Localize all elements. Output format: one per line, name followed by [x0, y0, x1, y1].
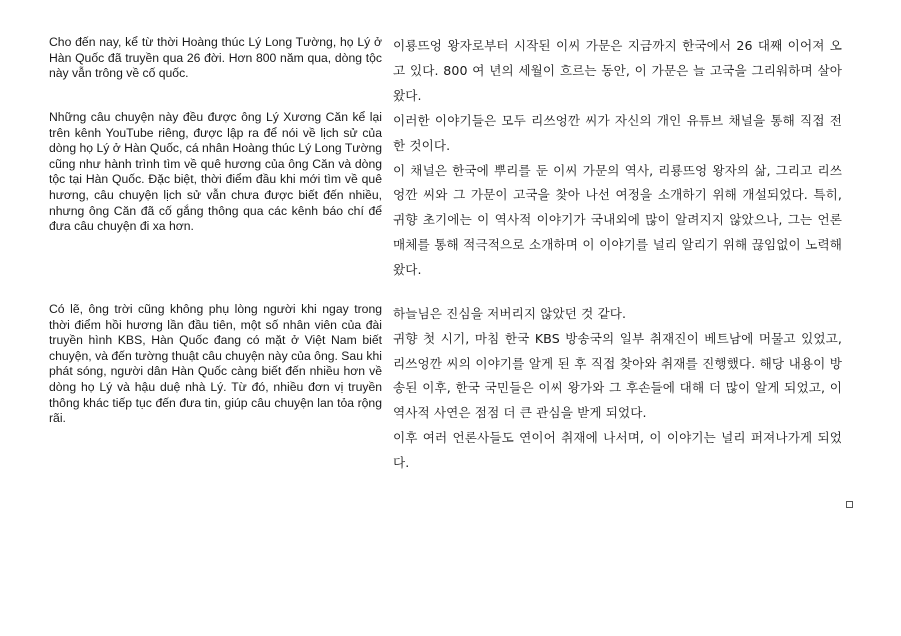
- korean-paragraph-3-2: 귀향 첫 시기, 마침 한국 KBS 방송국의 일부 취재진이 베트남에 머물고 있었고, 리쓰엉깐 씨의 이야기를 알게 된 후 직접 찾아와 취재를 진행했다. 해당 내용이 방송된 이후, 한국 국민들은 이씨 왕가와 그 후손들에 대해 더 많이 알게 되었고, 이 역사적 사연은 점점 더 큰 관심을 받게 되었다.: [393, 330, 842, 421]
- korean-paragraph-3-1: 하늘님은 진심을 저버리지 않았던 것 같다.: [393, 306, 627, 321]
- paragraph-end-mark: [846, 501, 853, 508]
- korean-paragraph-1-1: 이룡뜨엉 왕자로부터 시작된 이씨 가문은 지금까지 한국에서 26 대째 이어져 오고 있다. 800 여 년의 세월이 흐르는 동안, 이 가문은 늘 고국을 그리워하며 살아왔다.: [393, 38, 842, 103]
- korean-block-1: [393, 34, 842, 108]
- korean-paragraph-2-2: 이 채널은 한국에 뿌리를 둔 이씨 가문의 역사, 리룡뜨엉 왕자의 삶, 그리고 리쓰엉깐 씨와 그 가문이 고국을 찾아 나선 여정을 소개하기 위해 개설되었다. 특히, 귀향 초기에는 이 역사적 이야기가 국내외에 많이 알려지지 않았으나, 그는 언론 매체를 통해 적극적으로 소개하며 이 이야기를 널리 알리기 위해 끊임없이 노력해 왔다.: [393, 162, 842, 277]
- korean-block-3: [393, 302, 842, 476]
- vietnamese-paragraph-3: Có lẽ, ông trời cũng không phụ lòng người khi ngay trong thời điểm hồi hương lần đầu tiên, một số nhân viên của đài truyền hình KBS, Hàn Quốc đang có mặt ở Việt Nam biết chuyện, và đến tường thuật câu chuyện này của ông. Sau khi phát sóng, người dân Hàn Quốc càng biết đến nhiều hơn về dòng họ Lý và hậu duệ nhà Lý. Từ đó, nhiều đơn vị truyền thông khác tiếp tục đến đưa tin, giúp câu chuyện lan tỏa rộng rãi.: [49, 302, 382, 426]
- korean-block-2: [393, 109, 842, 283]
- korean-paragraph-2-1: 이러한 이야기들은 모두 리쓰엉깐 씨가 자신의 개인 유튜브 채널을 통해 직접 전한 것이다.: [393, 113, 842, 153]
- vietnamese-paragraph-2: Những câu chuyện này đều được ông Lý Xương Căn kể lại trên kênh YouTube riêng, được lập ra để nói về lịch sử của dòng họ Lý ở Hàn Quốc, cá nhân Hoàng thúc Lý Long Tường cũng như hành trình tìm về quê hương của ông Căn và dòng tộc tại Hàn Quốc. Đặc biệt, thời điểm đầu khi mới tìm về quê hương, câu chuyện lịch sử vẫn chưa được biết đến nhiều, nhưng ông Căn đã cố gắng thông qua các kênh báo chí để đưa câu chuyện đi xa hơn.: [49, 110, 382, 234]
- korean-paragraph-3-3: 이후 여러 언론사들도 연이어 취재에 나서며, 이 이야기는 널리 퍼져나가게 되었다.: [393, 429, 842, 470]
- vietnamese-paragraph-1: Cho đến nay, kể từ thời Hoàng thúc Lý Long Tường, họ Lý ở Hàn Quốc đã truyền qua 26 đời. Hơn 800 năm qua, dòng tộc này vẫn trông về cố quốc.: [49, 35, 382, 81]
